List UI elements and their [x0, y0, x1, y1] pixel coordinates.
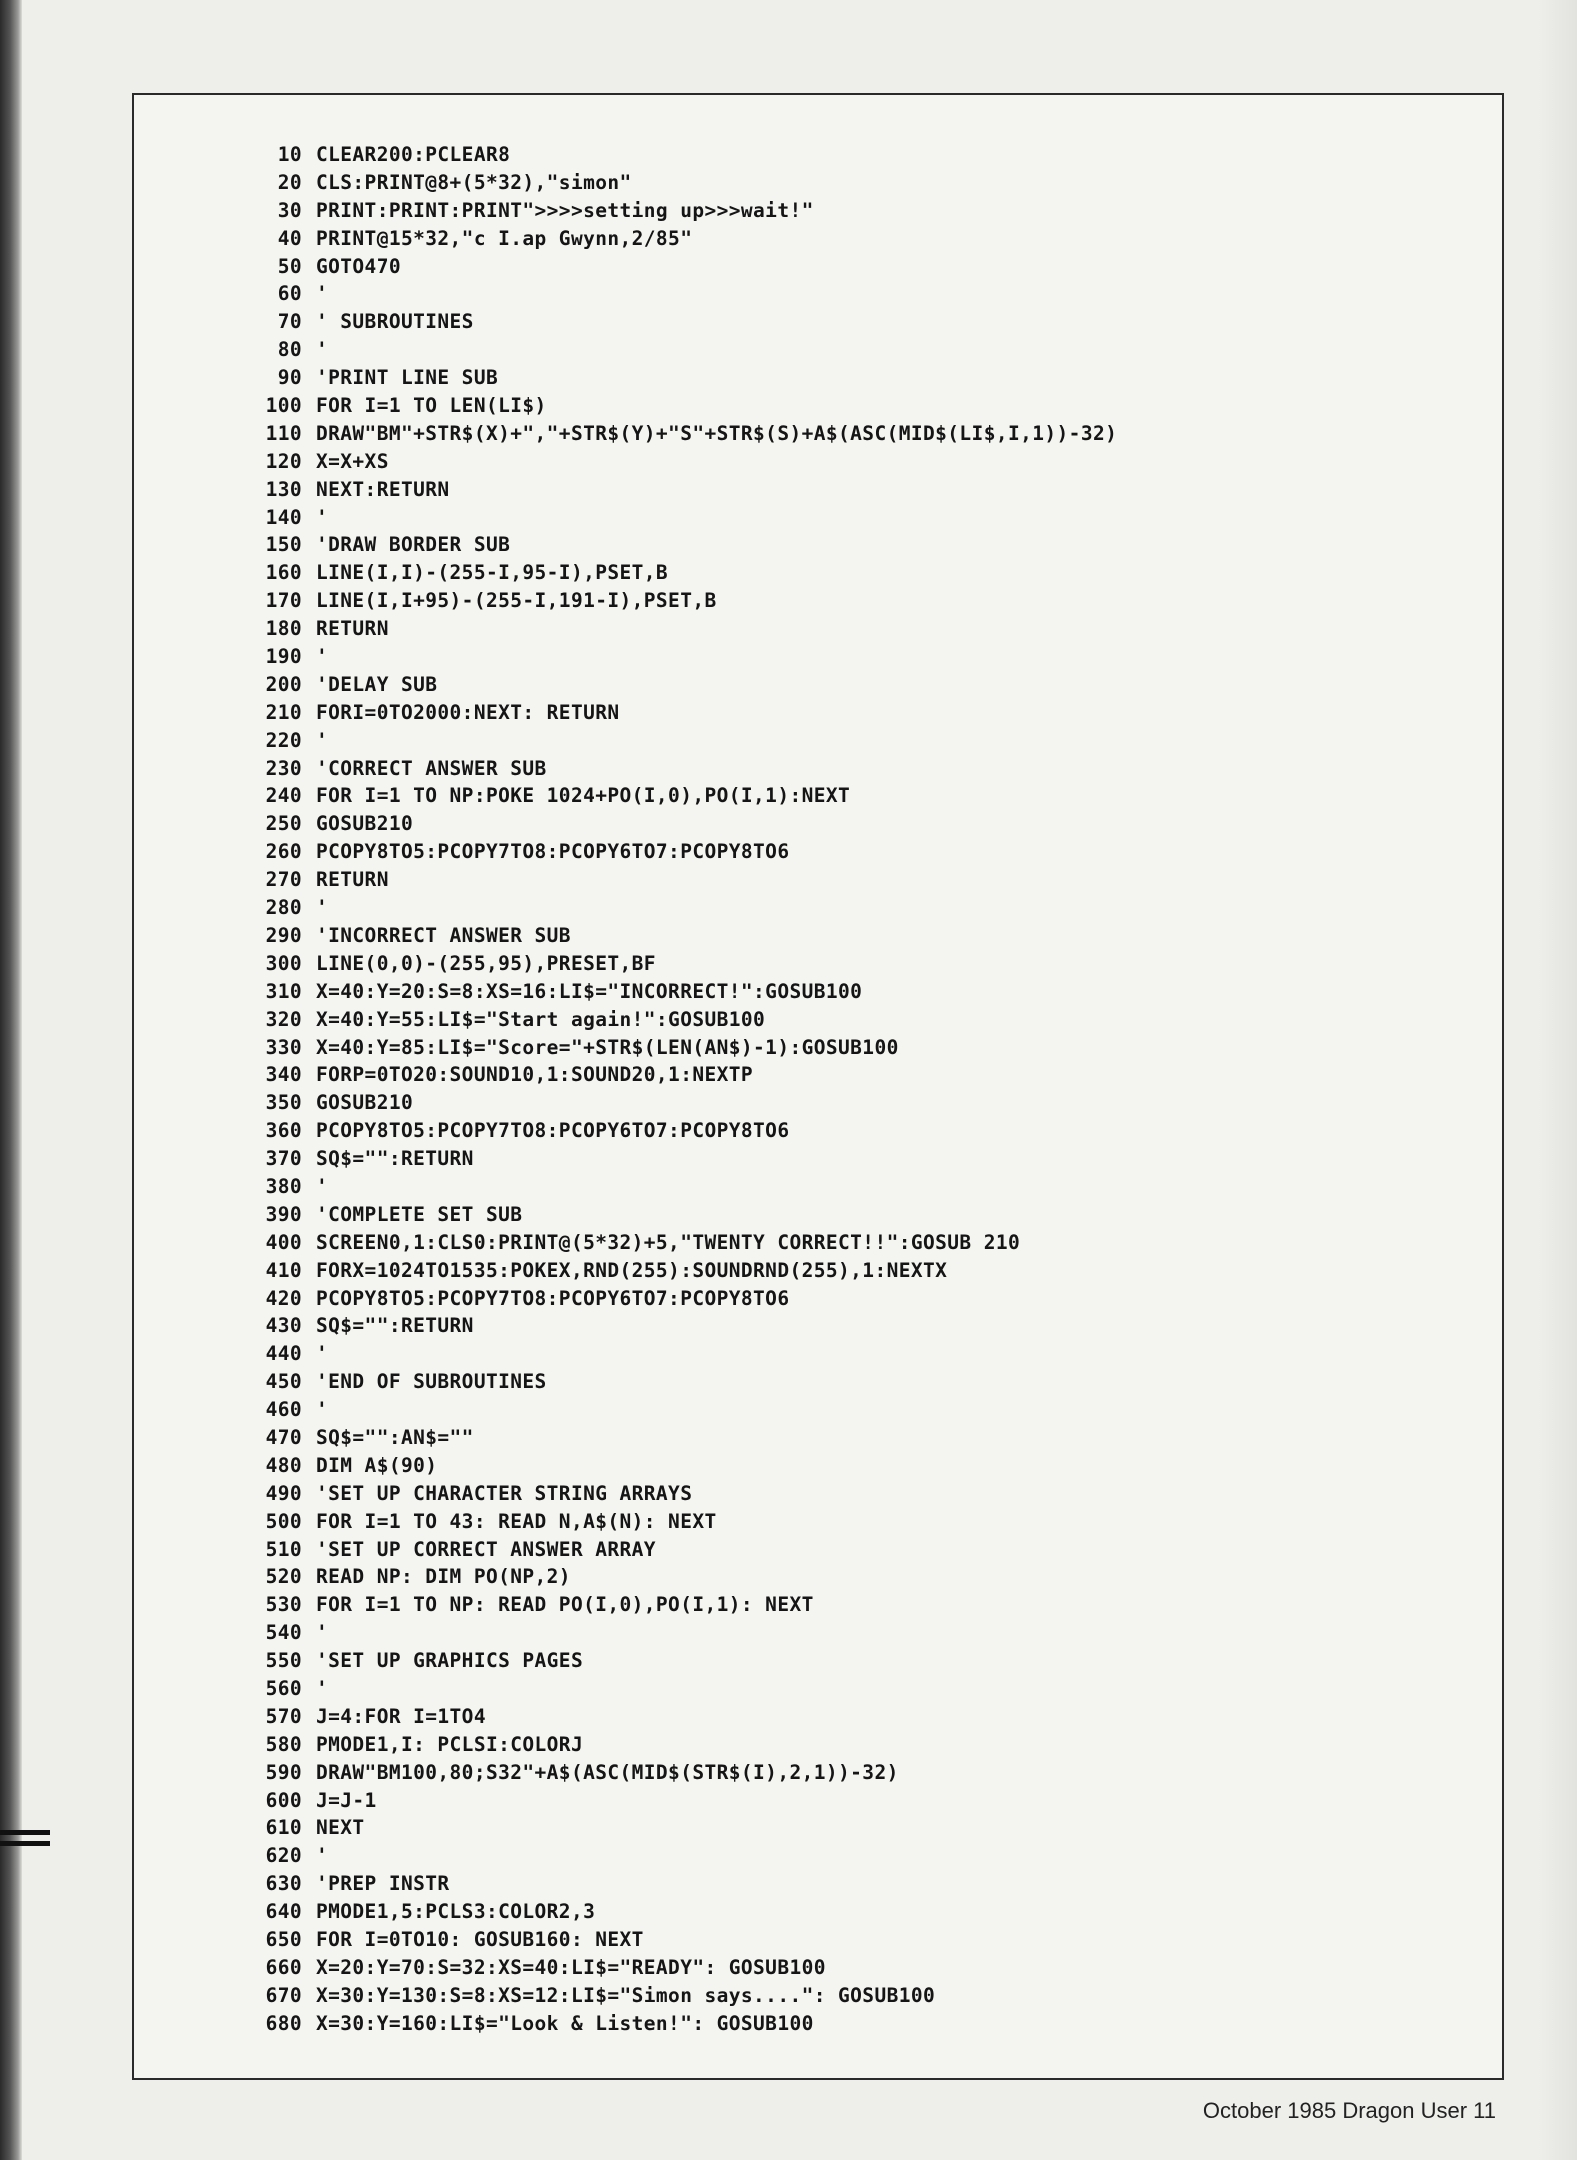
code-line: [258, 336, 1117, 364]
line-number: 140: [265, 505, 302, 529]
line-statement: READ NP: DIM PO(NP,2): [316, 1565, 571, 1589]
code-line: [258, 866, 1117, 894]
line-statement: GOTO470: [316, 254, 401, 278]
code-line: [258, 894, 1117, 922]
line-statement: ': [316, 1398, 329, 1422]
code-line: [258, 280, 1117, 308]
line-statement: ': [316, 1844, 329, 1868]
line-number: 100: [265, 394, 302, 418]
line-number: 620: [265, 1844, 302, 1868]
code-line: [258, 420, 1117, 448]
line-number: 60: [277, 282, 302, 306]
line-statement: DRAW"BM100,80;S32"+A$(ASC(MID$(STR$(I),2,1))-32): [316, 1760, 899, 1784]
line-number: 420: [265, 1286, 302, 1310]
line-number: 490: [265, 1481, 302, 1505]
code-line: [258, 169, 1117, 197]
line-statement: ': [316, 1621, 329, 1645]
code-line: [258, 1061, 1117, 1089]
line-statement: PMODE1,5:PCLS3:COLOR2,3: [316, 1900, 596, 1924]
code-line: [258, 1536, 1117, 1564]
line-statement: ': [316, 1342, 329, 1366]
line-statement: CLS:PRINT@8+(5*32),"simon": [316, 170, 632, 194]
line-statement: ': [316, 338, 329, 362]
line-number: 190: [265, 645, 302, 669]
code-line: [258, 392, 1117, 420]
code-line: [258, 1480, 1117, 1508]
line-statement: SQ$="":RETURN: [316, 1314, 474, 1338]
code-line: [258, 197, 1117, 225]
line-statement: ': [316, 645, 329, 669]
line-statement: FORI=0TO2000:NEXT: RETURN: [316, 700, 620, 724]
code-line: [258, 699, 1117, 727]
line-statement: PMODE1,I: PCLSI:COLORJ: [316, 1732, 584, 1756]
line-number: 550: [265, 1649, 302, 1673]
line-statement: DIM A$(90): [316, 1453, 438, 1477]
code-line: [258, 755, 1117, 783]
line-number: 30: [277, 198, 302, 222]
line-number: 530: [265, 1593, 302, 1617]
code-line: [258, 727, 1117, 755]
code-line: [258, 253, 1117, 281]
code-line: [258, 1117, 1117, 1145]
code-line: [258, 671, 1117, 699]
line-statement: X=40:Y=55:LI$="Start again!":GOSUB100: [316, 1007, 766, 1031]
line-statement: J=4:FOR I=1TO4: [316, 1704, 486, 1728]
line-number: 470: [265, 1425, 302, 1449]
line-number: 20: [277, 170, 302, 194]
line-statement: 'CORRECT ANSWER SUB: [316, 756, 547, 780]
code-line: [258, 1814, 1117, 1842]
line-statement: FOR I=0TO10: GOSUB160: NEXT: [316, 1928, 644, 1951]
line-number: 600: [265, 1788, 302, 1812]
line-number: 560: [265, 1676, 302, 1700]
line-statement: 'DELAY SUB: [316, 672, 438, 696]
code-line: [258, 1563, 1117, 1591]
line-statement: FOR I=1 TO 43: READ N,A$(N): NEXT: [316, 1509, 717, 1533]
code-line: [258, 1787, 1117, 1815]
line-statement: CLEAR200:PCLEAR8: [316, 143, 511, 166]
code-line: [258, 308, 1117, 336]
line-number: 50: [277, 254, 302, 278]
line-statement: 'PRINT LINE SUB: [316, 366, 499, 390]
code-line: [258, 1982, 1117, 2010]
line-number: 300: [265, 951, 302, 975]
code-line: [258, 782, 1117, 810]
line-statement: FOR I=1 TO NP: READ PO(I,0),PO(I,1): NEXT: [316, 1593, 814, 1617]
code-line: [258, 1452, 1117, 1480]
page-footer: [1203, 2098, 1496, 2124]
line-number: 290: [265, 923, 302, 947]
code-line: [258, 615, 1117, 643]
line-statement: X=40:Y=20:S=8:XS=16:LI$="INCORRECT!":GOSUB100: [316, 979, 863, 1003]
line-statement: X=20:Y=70:S=32:XS=40:LI$="READY": GOSUB100: [316, 1955, 826, 1979]
line-statement: DRAW"BM"+STR$(X)+","+STR$(Y)+"S"+STR$(S)+A$(ASC(MID$(LI$,I,1))-32): [316, 421, 1118, 445]
code-line: [258, 364, 1117, 392]
code-line: [258, 1870, 1117, 1898]
line-statement: PRINT:PRINT:PRINT">>>>setting up>>>wait!": [316, 198, 814, 222]
code-line: [258, 559, 1117, 587]
line-number: 110: [265, 421, 302, 445]
line-number: 280: [265, 896, 302, 920]
code-line: [258, 1647, 1117, 1675]
issue-label: October 1985 Dragon User: [1202, 2098, 1468, 2123]
line-number: 410: [265, 1258, 302, 1282]
line-number: 510: [265, 1537, 302, 1561]
line-number: 230: [265, 756, 302, 780]
code-line: [258, 1424, 1117, 1452]
code-line: [258, 1006, 1117, 1034]
line-number: 130: [265, 477, 302, 501]
line-statement: X=30:Y=130:S=8:XS=12:LI$="Simon says....": GOSUB100: [316, 1983, 936, 2007]
page-edge-shadow: [1537, 0, 1577, 2160]
line-number: 350: [265, 1091, 302, 1115]
line-statement: 'COMPLETE SET SUB: [316, 1202, 523, 1226]
code-line: [258, 504, 1117, 532]
code-line: [258, 1591, 1117, 1619]
line-statement: ': [316, 1676, 329, 1700]
line-number: 430: [265, 1314, 302, 1338]
line-statement: X=30:Y=160:LI$="Look & Listen!": GOSUB100: [316, 2011, 814, 2035]
line-number: 120: [265, 449, 302, 473]
line-number: 70: [277, 310, 302, 334]
code-line: [258, 810, 1117, 838]
line-statement: GOSUB210: [316, 812, 414, 836]
code-line: [258, 1619, 1117, 1647]
line-number: 90: [277, 366, 302, 390]
code-line: [258, 2010, 1117, 2038]
line-number: 240: [265, 784, 302, 808]
line-statement: 'END OF SUBROUTINES: [316, 1370, 547, 1394]
code-line: [258, 1257, 1117, 1285]
code-line: [258, 1675, 1117, 1703]
line-statement: SQ$="":RETURN: [316, 1147, 474, 1171]
code-line: [258, 1340, 1117, 1368]
code-line: [258, 1145, 1117, 1173]
line-number: 210: [265, 700, 302, 724]
line-number: 10: [277, 143, 302, 166]
line-number: 570: [265, 1704, 302, 1728]
line-statement: FORP=0TO20:SOUND10,1:SOUND20,1:NEXTP: [316, 1063, 754, 1087]
line-statement: LINE(I,I)-(255-I,95-I),PSET,B: [316, 561, 669, 585]
line-number: 80: [277, 338, 302, 362]
code-line: [258, 1312, 1117, 1340]
code-line: [258, 141, 1117, 169]
line-statement: X=X+XS: [316, 449, 389, 473]
code-line: [258, 1759, 1117, 1787]
line-number: 520: [265, 1565, 302, 1589]
line-number: 660: [265, 1955, 302, 1979]
line-statement: ' SUBROUTINES: [316, 310, 474, 334]
line-statement: RETURN: [316, 617, 389, 641]
line-statement: FOR I=1 TO NP:POKE 1024+PO(I,0),PO(I,1):NEXT: [316, 784, 851, 808]
line-number: 630: [265, 1872, 302, 1896]
code-line: [258, 838, 1117, 866]
line-statement: ': [316, 896, 329, 920]
line-statement: X=40:Y=85:LI$="Score="+STR$(LEN(AN$)-1):GOSUB100: [316, 1035, 899, 1059]
line-number: 460: [265, 1398, 302, 1422]
line-number: 390: [265, 1202, 302, 1226]
basic-program-listing: [258, 141, 1117, 2038]
code-line: [258, 922, 1117, 950]
line-number: 380: [265, 1174, 302, 1198]
line-number: 580: [265, 1732, 302, 1756]
line-statement: PCOPY8TO5:PCOPY7TO8:PCOPY6TO7:PCOPY8TO6: [316, 1119, 790, 1143]
margin-mark: [0, 1830, 50, 1835]
line-number: 670: [265, 1983, 302, 2007]
line-number: 260: [265, 840, 302, 864]
line-number: 540: [265, 1621, 302, 1645]
line-number: 220: [265, 728, 302, 752]
line-statement: 'INCORRECT ANSWER SUB: [316, 923, 571, 947]
code-line: [258, 587, 1117, 615]
line-statement: PCOPY8TO5:PCOPY7TO8:PCOPY6TO7:PCOPY8TO6: [316, 1286, 790, 1310]
page-binding-edge: [0, 0, 22, 2160]
line-number: 40: [277, 226, 302, 250]
line-number: 250: [265, 812, 302, 836]
code-line: [258, 448, 1117, 476]
code-line: [258, 1926, 1117, 1954]
line-statement: LINE(0,0)-(255,95),PRESET,BF: [316, 951, 656, 975]
code-line: [258, 1034, 1117, 1062]
line-number: 180: [265, 617, 302, 641]
line-statement: 'PREP INSTR: [316, 1872, 450, 1896]
line-number: 450: [265, 1370, 302, 1394]
line-statement: GOSUB210: [316, 1091, 414, 1115]
line-statement: 'SET UP CORRECT ANSWER ARRAY: [316, 1537, 656, 1561]
line-statement: SCREEN0,1:CLS0:PRINT@(5*32)+5,"TWENTY CORRECT!!":GOSUB 210: [316, 1230, 1021, 1254]
line-statement: FORX=1024TO1535:POKEX,RND(255):SOUNDRND(255),1:NEXTX: [316, 1258, 948, 1282]
code-line: [258, 1508, 1117, 1536]
line-number: 480: [265, 1453, 302, 1477]
code-line: [258, 531, 1117, 559]
line-number: 160: [265, 561, 302, 585]
line-statement: 'SET UP CHARACTER STRING ARRAYS: [316, 1481, 693, 1505]
line-number: 270: [265, 868, 302, 892]
line-statement: LINE(I,I+95)-(255-I,191-I),PSET,B: [316, 589, 717, 613]
code-line: [258, 1898, 1117, 1926]
line-number: 170: [265, 589, 302, 613]
line-statement: PRINT@15*32,"c I.ap Gwynn,2/85": [316, 226, 693, 250]
code-line: [258, 225, 1117, 253]
line-statement: SQ$="":AN$="": [316, 1425, 474, 1449]
code-line: [258, 476, 1117, 504]
line-number: 610: [265, 1816, 302, 1840]
line-number: 370: [265, 1147, 302, 1171]
line-statement: ': [316, 282, 329, 306]
program-listing-box: [132, 93, 1504, 2080]
code-line: [258, 978, 1117, 1006]
line-number: 340: [265, 1063, 302, 1087]
line-number: 650: [265, 1928, 302, 1951]
line-number: 400: [265, 1230, 302, 1254]
line-number: 310: [265, 979, 302, 1003]
line-statement: J=J-1: [316, 1788, 377, 1812]
line-statement: ': [316, 728, 329, 752]
code-line: [258, 1089, 1117, 1117]
line-number: 200: [265, 672, 302, 696]
code-line: [258, 1229, 1117, 1257]
line-statement: PCOPY8TO5:PCOPY7TO8:PCOPY6TO7:PCOPY8TO6: [316, 840, 790, 864]
line-number: 680: [265, 2011, 302, 2035]
line-statement: ': [316, 505, 329, 529]
code-line: [258, 1173, 1117, 1201]
line-statement: NEXT: [316, 1816, 365, 1840]
code-line: [258, 1368, 1117, 1396]
line-statement: ': [316, 1174, 329, 1198]
line-statement: 'SET UP GRAPHICS PAGES: [316, 1649, 584, 1673]
code-line: [258, 1396, 1117, 1424]
line-statement: FOR I=1 TO LEN(LI$): [316, 394, 547, 418]
code-line: [258, 1842, 1117, 1870]
code-line: [258, 1731, 1117, 1759]
code-line: [258, 1285, 1117, 1313]
line-number: 440: [265, 1342, 302, 1366]
line-number: 360: [265, 1119, 302, 1143]
code-line: [258, 950, 1117, 978]
line-number: 150: [265, 533, 302, 557]
line-number: 320: [265, 1007, 302, 1031]
code-line: [258, 1201, 1117, 1229]
line-number: 590: [265, 1760, 302, 1784]
line-statement: NEXT:RETURN: [316, 477, 450, 501]
line-number: 500: [265, 1509, 302, 1533]
code-line: [258, 1954, 1117, 1982]
line-number: 640: [265, 1900, 302, 1924]
code-line: [258, 643, 1117, 671]
line-number: 330: [265, 1035, 302, 1059]
line-statement: RETURN: [316, 868, 389, 892]
page-number: 11: [1473, 2098, 1496, 2123]
code-line: [258, 1703, 1117, 1731]
line-statement: 'DRAW BORDER SUB: [316, 533, 511, 557]
margin-mark: [0, 1841, 50, 1846]
